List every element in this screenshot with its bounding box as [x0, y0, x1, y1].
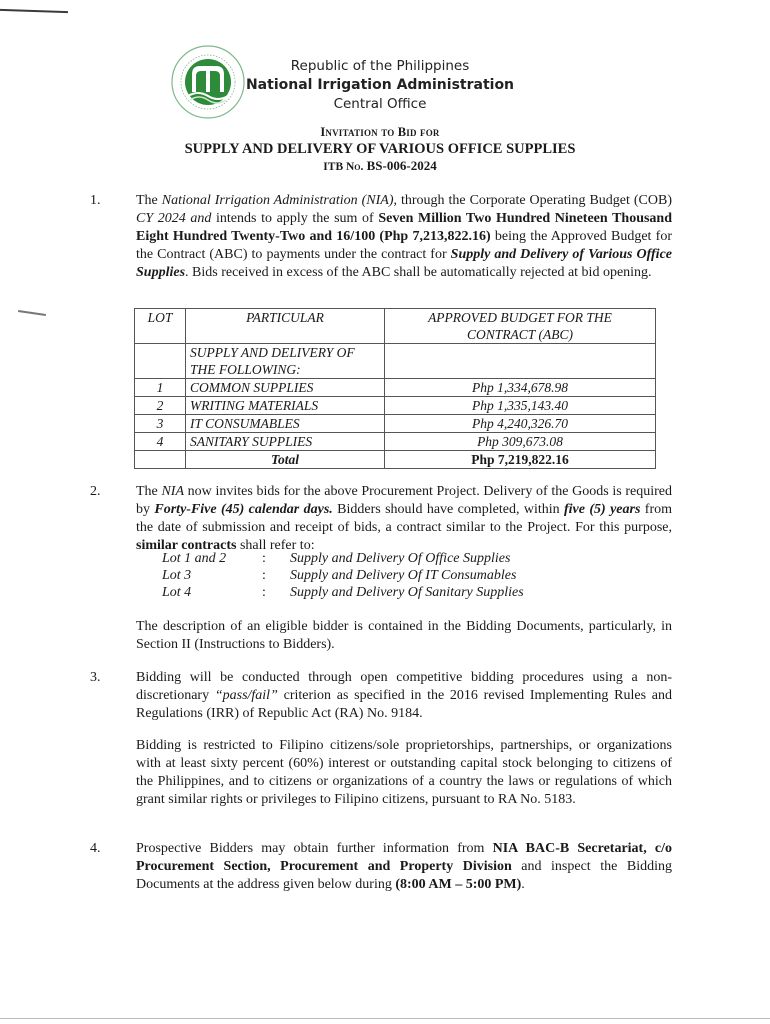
nia-seal-icon: [170, 44, 246, 120]
table-row: [135, 415, 656, 433]
similar-contracts-term: similar contracts: [136, 538, 237, 553]
text: Prospective Bidders may obtain further information from: [136, 841, 493, 856]
scan-edge: [0, 1018, 770, 1019]
lot-cell: 3: [135, 415, 186, 433]
criterion: “pass/fail”: [214, 688, 278, 703]
text: , through the Corporate Operating Budget (COB): [393, 193, 672, 208]
text: Bidders should have completed, within: [332, 502, 564, 517]
table-row: [135, 397, 656, 415]
particular-cell: WRITING MATERIALS: [186, 397, 385, 415]
total-value: Php 7,219,822.16: [385, 451, 656, 469]
header-abc: APPROVED BUDGET FOR THE CONTRACT (ABC): [385, 309, 656, 344]
table-row: [135, 433, 656, 451]
calendar-year: CY 2024 and: [136, 211, 212, 226]
paragraph-4: [136, 840, 672, 894]
separator: :: [262, 551, 266, 566]
text: intends to apply the sum of: [211, 211, 379, 226]
agency-ref: National Irrigation Administration (NIA): [161, 193, 394, 208]
lot-label: Lot 3: [162, 568, 192, 583]
letterhead: [240, 57, 520, 114]
lot-description: Supply and Delivery Of Sanitary Supplies: [290, 585, 524, 600]
scan-mark: [18, 310, 46, 316]
lot-cell: 2: [135, 397, 186, 415]
paragraph-1: [136, 192, 672, 282]
text: Bidding will be conducted through open competitive bidding procedures using a non-discretionary: [136, 670, 672, 703]
header-lot: LOT: [135, 309, 186, 344]
lot-description: Supply and Delivery Of IT Consumables: [290, 568, 517, 583]
lot-cell: 1: [135, 379, 186, 397]
particular-cell: SANITARY SUPPLIES: [186, 433, 385, 451]
itb-code: BS-006-2024: [366, 158, 437, 173]
text: . Bids received in excess of the ABC shall be automatically rejected at bid opening.: [185, 265, 652, 280]
project-title: SUPPLY AND DELIVERY OF VARIOUS OFFICE SUPPLIES: [184, 141, 576, 157]
table-row: [135, 344, 656, 379]
republic-line: Republic of the Philippines: [290, 58, 470, 74]
eligibility-text: The description of an eligible bidder is contained in the Bidding Documents, particularly, in Section II (Instructions to Bidders).: [136, 619, 672, 652]
table-cell: [135, 451, 186, 469]
header-particular: PARTICULAR: [186, 309, 385, 344]
text: from the date of submission and receipt of bids, a contract similar to the Project. For this purpose,: [136, 502, 673, 535]
abc-table: [134, 308, 656, 469]
itb-prefix: ITB No.: [323, 161, 364, 173]
experience-period: five (5) years: [564, 502, 641, 517]
table-header-row: [135, 309, 656, 344]
table-total-row: [135, 451, 656, 469]
delivery-period: Forty-Five (45) calendar days.: [154, 502, 333, 517]
agency-name: National Irrigation Administration: [245, 77, 515, 93]
paragraph-number: 3.: [90, 670, 101, 685]
table-intro-cell: SUPPLY AND DELIVERY OF THE FOLLOWING:: [186, 344, 385, 379]
abc-cell: Php 309,673.08: [385, 433, 656, 451]
lot-label: Lot 1 and 2: [162, 551, 227, 566]
text: criterion as specified in the 2016 revised Implementing Rules and Regulations (IRR) of Republic Act (RA) No. 9184.: [136, 688, 672, 721]
paragraph-number: 4.: [90, 841, 101, 856]
text: now invites bids for the above Procurement Project. Delivery of the Goods is required by: [136, 484, 672, 517]
itb-number: [120, 158, 640, 175]
similar-contract-item: [162, 567, 516, 584]
invitation-heading: Invitation to Bid for: [320, 125, 440, 139]
restriction-text: Bidding is restricted to Filipino citizens/sole proprietorships, partnerships, or organizations with at least sixty percent (60%) interest or outstanding capital stock belonging to citizens of the Philippines, and to citizens or organizations of a country the laws or regulations of which grant similar rights or privileges to Filipino citizens, pursuant to RA No. 5183.: [136, 738, 672, 807]
restriction-paragraph: [136, 737, 672, 809]
abc-cell: Php 1,335,143.40: [385, 397, 656, 415]
contract-name: Supply and Delivery of Various Office Supplies: [136, 247, 672, 280]
total-label: Total: [186, 451, 385, 469]
abc-cell: Php 1,334,678.98: [385, 379, 656, 397]
particular-cell: COMMON SUPPLIES: [186, 379, 385, 397]
lot-description: Supply and Delivery Of Office Supplies: [290, 551, 511, 566]
particular-cell: IT CONSUMABLES: [186, 415, 385, 433]
similar-contract-item: [162, 584, 524, 601]
table-row: [135, 379, 656, 397]
paragraph-number: 1.: [90, 193, 101, 208]
lot-cell: 4: [135, 433, 186, 451]
text: and inspect the Bidding Documents at the address given below during: [136, 859, 672, 892]
text: The: [136, 193, 162, 208]
paragraph-number: 2.: [90, 484, 101, 499]
budget-amount: Seven Million Two Hundred Nineteen Thousand Eight Hundred Twenty-Two and 16/100 (Php 7,213,822.16): [136, 211, 672, 244]
text: shall refer to:: [236, 538, 315, 553]
lot-label: Lot 4: [162, 585, 192, 600]
office-hours: (8:00 AM – 5:00 PM): [395, 877, 522, 892]
text: .: [521, 877, 525, 892]
similar-contract-item: [162, 550, 510, 567]
table-cell: [135, 344, 186, 379]
paragraph-2: [136, 483, 672, 555]
separator: :: [262, 585, 266, 600]
office-name: Central Office: [333, 96, 427, 112]
scan-mark: [0, 9, 68, 13]
text: being the Approved Budget for the Contract (ABC) to payments under the contract for: [136, 229, 673, 262]
separator: :: [262, 568, 266, 583]
paragraph-3: [136, 669, 672, 723]
agency-ref: NIA: [161, 484, 184, 499]
secretariat-name: NIA BAC-B Secretariat, c/o Procurement Section, Procurement and Property Division: [136, 841, 672, 874]
table-cell: [385, 344, 656, 379]
text: The: [136, 484, 162, 499]
abc-cell: Php 4,240,326.70: [385, 415, 656, 433]
eligibility-paragraph: [136, 618, 672, 654]
document-title: [120, 124, 640, 175]
